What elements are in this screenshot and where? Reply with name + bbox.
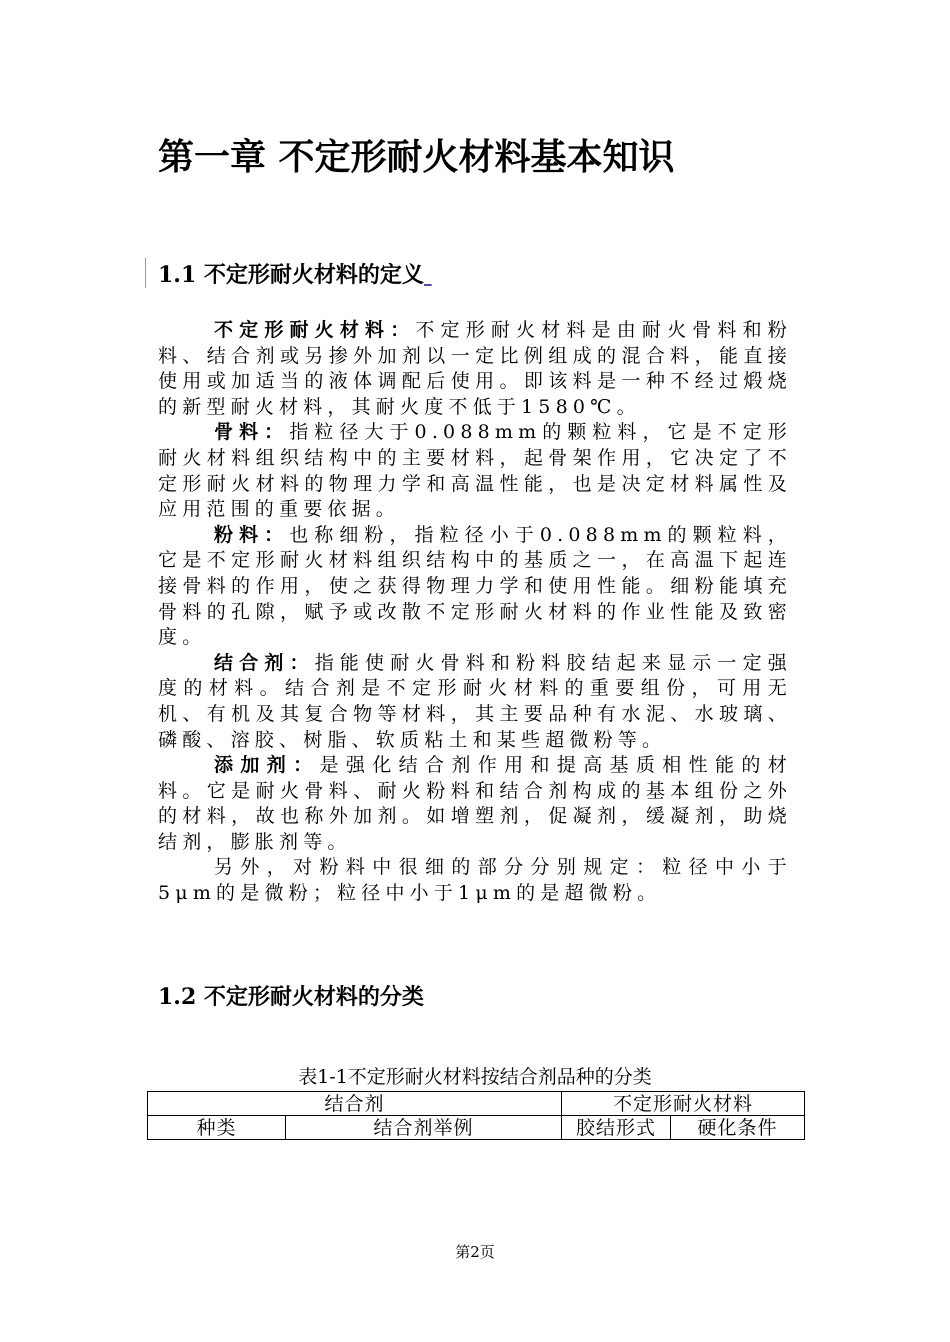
header-amorphous-refractory: 不定形耐火材料 [562, 1092, 805, 1116]
header-hardening-condition: 硬化条件 [671, 1116, 805, 1140]
chapter-title: 第一章 不定形耐火材料基本知识 [158, 137, 675, 178]
section-heading-definition [158, 259, 432, 291]
header-bonding-form: 胶结形式 [562, 1116, 671, 1140]
header-binder-example: 结合剂举例 [286, 1116, 562, 1140]
paragraph-amorphous-refractory [158, 318, 792, 420]
definition-text: 不定形耐火材料是由耐火骨料和粉料、结合剂或另掺外加剂以一定比例组成的混合料，能直接使用或加适当的液体调配后使用。即该料是一种不经过煅烧的新型耐火材料，其耐火度不低于1580℃。 [158, 319, 792, 418]
header-binder: 结合剂 [148, 1092, 562, 1116]
paragraph-additive [158, 753, 792, 855]
paragraph-binder [158, 651, 792, 753]
definition-text: 指粒径大于0.088mm的颗粒料，它是不定形耐火材料组织结构中的主要材料，起骨架作用，它决定了不定形耐火材料的物理力学和高温性能，也是决定材料属性及应用范围的重要依据。 [158, 421, 792, 521]
definition-text: 是强化结合剂作用和提高基质相性能的材料。它是耐火骨料、耐火粉料和结合剂构成的基本组份之外的材料，故也称外加剂。如增塑剂，促凝剂，缓凝剂，助烧结剂，膨胀剂等。 [158, 754, 792, 853]
paragraph-note [158, 855, 792, 906]
note-text: 另外，对粉料中很细的部分分别规定：粒径中小于5μm的是微粉；粒径中小于1μm的是超微粉。 [158, 856, 792, 905]
definition-text: 也称细粉，指粒径小于0.088mm的颗粒料，它是不定形耐火材料组织结构中的基质之一，在高温下起连接骨料的作用，使之获得物理力学和使用性能。细粉能填充骨料的孔隙，赋予或改散不定形耐火材料的作业性能及致密度。 [158, 523, 792, 649]
paragraph-aggregate [158, 420, 792, 522]
term: 骨料： [214, 421, 290, 444]
section-change-bar [145, 258, 146, 288]
definition-body [158, 318, 792, 907]
page-number: 第2页 [455, 1243, 495, 1261]
term: 添加剂： [214, 754, 320, 777]
table-caption: 表1-1不定形耐火材料按结合剂品种的分类 [298, 1066, 652, 1088]
term: 不定形耐火材料： [214, 319, 416, 341]
section-heading-text: 1.1 不定形耐火材料的定义 [158, 262, 424, 288]
classification-table [147, 1091, 805, 1140]
table-header-row [148, 1092, 805, 1116]
header-type: 种类 [148, 1116, 286, 1140]
heading-underline-tail [424, 262, 432, 288]
table-subheader-row [148, 1116, 805, 1140]
paragraph-powder [158, 523, 792, 651]
term: 结合剂： [214, 651, 315, 674]
definition-text: 指能使耐火骨料和粉料胶结起来显示一定强度的材料。结合剂是不定形耐火材料的重要组份，可用无机、有机及其复合物等材料，其主要品种有水泥、水玻璃、磷酸、溶胶、树脂、软质粘土和某些超微粉等。 [158, 651, 792, 751]
term: 粉料： [214, 523, 290, 546]
section-heading-classification: 1.2 不定形耐火材料的分类 [158, 984, 424, 1010]
